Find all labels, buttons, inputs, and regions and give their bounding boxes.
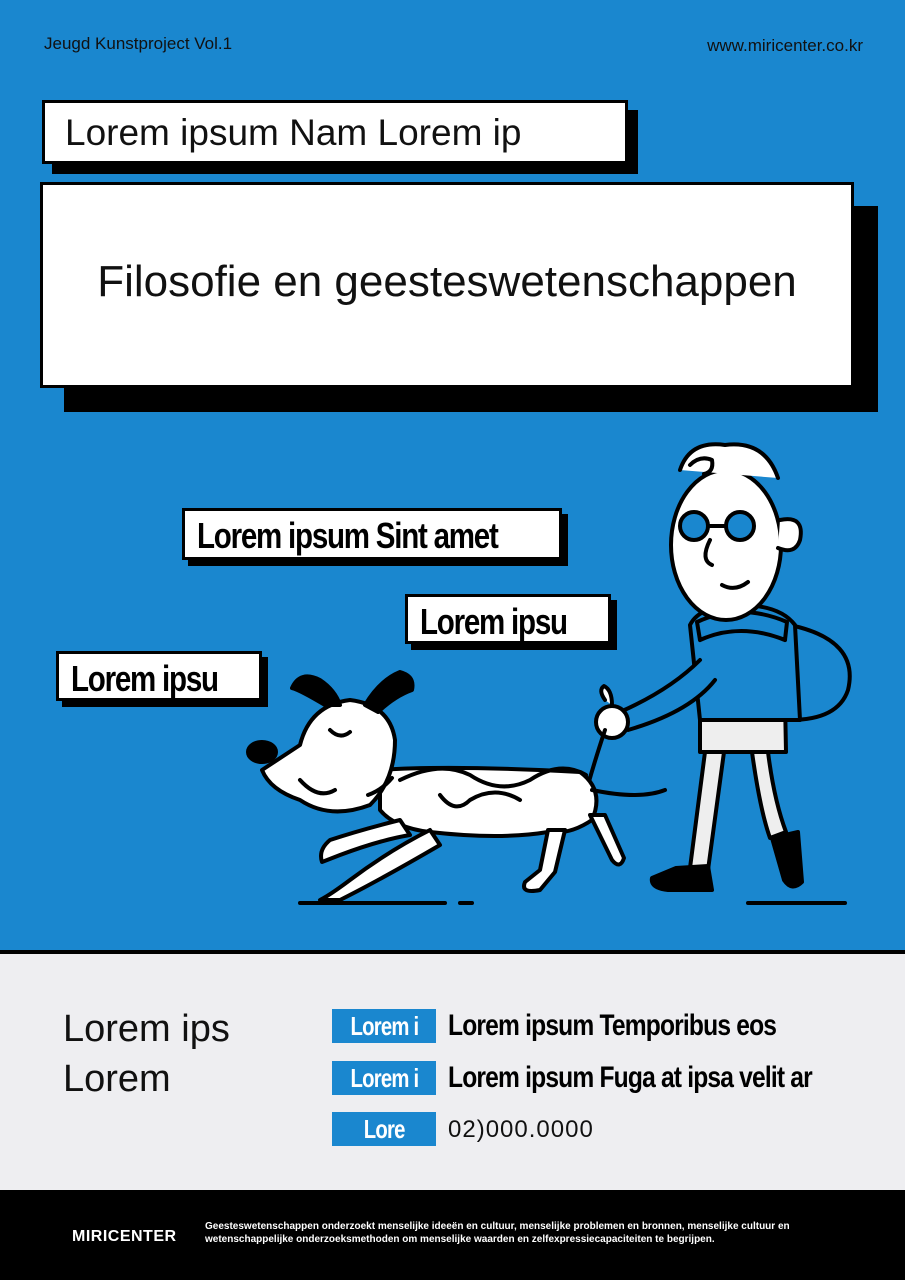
contact-label: Lorem i <box>332 1061 436 1095</box>
contact-heading-line1: Lorem ips <box>63 1008 230 1050</box>
phone-number: 02)000.0000 <box>448 1116 594 1143</box>
tag-text: Lorem ipsu <box>420 601 567 642</box>
tag-text: Lorem ipsu <box>71 658 218 699</box>
contact-value: Lorem ipsum Fuga at ipsa velit ar <box>448 1061 812 1094</box>
contact-value: Lorem ipsum Temporibus eos <box>448 1009 777 1042</box>
contact-label: Lore <box>332 1112 436 1146</box>
footer <box>0 1190 905 1280</box>
footer-description: Geesteswetenschappen onderzoekt menselijke ideeën en cultuur, menselijke problemen en bronnen, menselijke cultuur en wetenschappelijke onderzoeksmethoden om menselijke waarden en zelfexpressiecapaciteiten te begrijpen. <box>205 1221 790 1245</box>
brand-logo: MIRICENTER <box>72 1228 177 1245</box>
page-title: Filosofie en geesteswetenschappen <box>97 257 797 306</box>
contact-label: Lorem i <box>332 1009 436 1043</box>
contact-heading <box>63 1004 230 1104</box>
project-name: Jeugd Kunstproject Vol.1 <box>44 34 233 53</box>
subtitle-text: Lorem ipsum Nam Lorem ip <box>65 112 522 153</box>
tag-text: Lorem ipsum Sint amet <box>197 515 498 556</box>
contact-heading-line2: Lorem <box>63 1058 171 1100</box>
contact-panel <box>0 950 905 1190</box>
website-link[interactable]: www.miricenter.co.kr <box>707 36 863 55</box>
